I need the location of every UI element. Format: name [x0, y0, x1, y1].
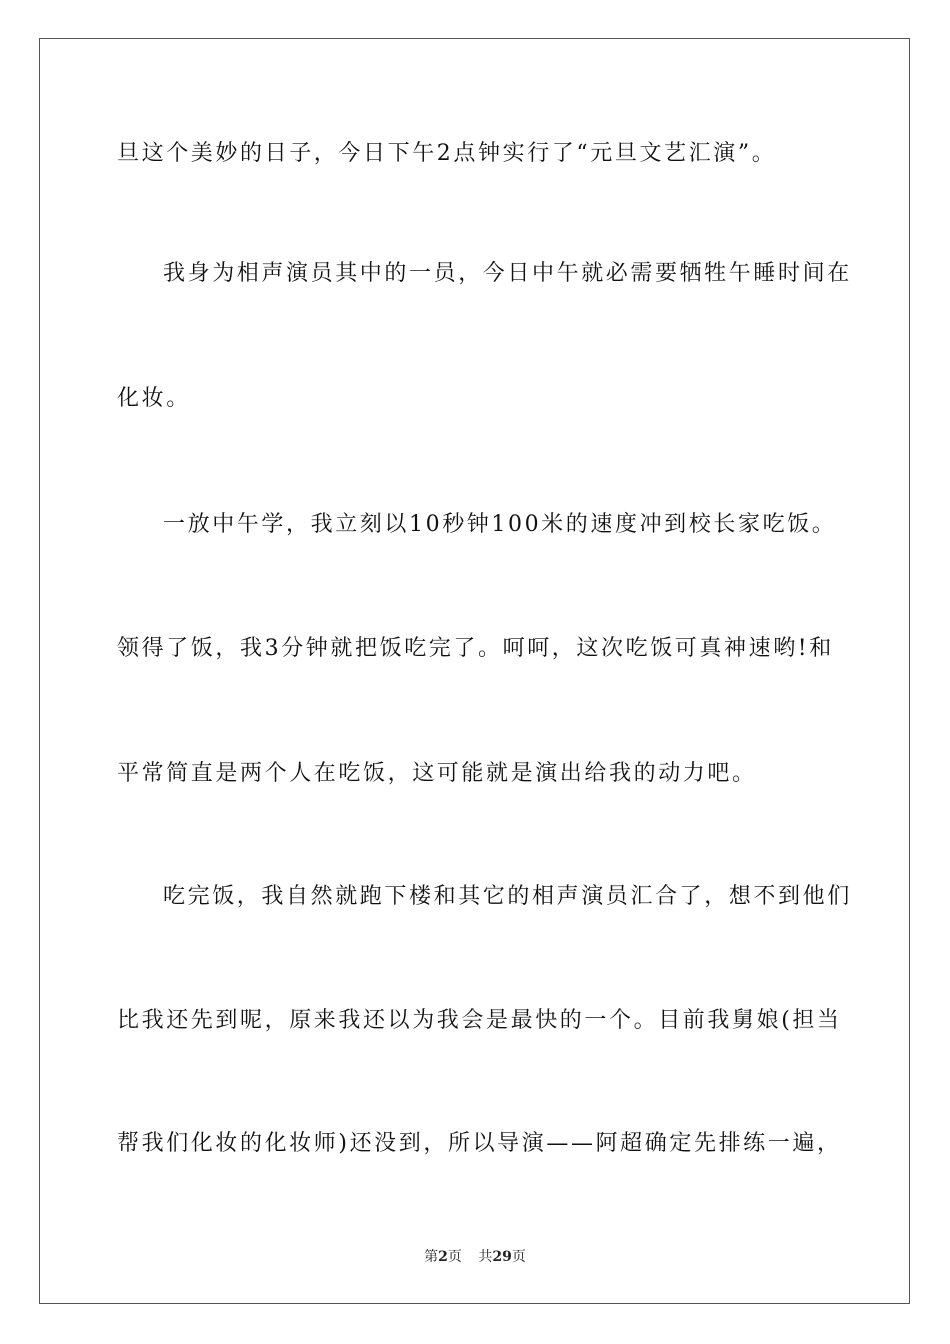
- text-line-5: 领得了饭，我3分钟就把饭吃完了。呵呵，这次吃饭可真神速哟!和: [117, 636, 834, 661]
- text-line-7: 吃完饭，我自然就跑下楼和其它的相声演员汇合了，想不到他们: [163, 884, 852, 909]
- text-line-3: 化妆。: [117, 386, 191, 411]
- text-line-8: 比我还先到呢，原来我还以为我会是最快的一个。目前我舅娘(担当: [117, 1008, 842, 1033]
- text-line-9: 帮我们化妆的化妆师)还没到，所以导演——阿超确定先排练一遍，: [117, 1131, 842, 1156]
- text-line-4: 一放中午学，我立刻以10秒钟100米的速度冲到校长家吃饭。: [163, 512, 837, 537]
- text-line-1: 旦这个美妙的日子，今日下午2点钟实行了“元旦文艺汇演”。: [117, 141, 777, 166]
- text-line-2: 我身为相声演员其中的一员，今日中午就必需要牺牲午睡时间在: [163, 261, 852, 286]
- page-frame: [39, 38, 910, 1304]
- page-number: 第2页: [424, 1249, 462, 1265]
- text-line-6: 平常简直是两个人在吃饭，这可能就是演出给我的动力吧。: [117, 761, 757, 786]
- page-total: 共29页: [478, 1249, 526, 1265]
- page-footer: [0, 1248, 950, 1266]
